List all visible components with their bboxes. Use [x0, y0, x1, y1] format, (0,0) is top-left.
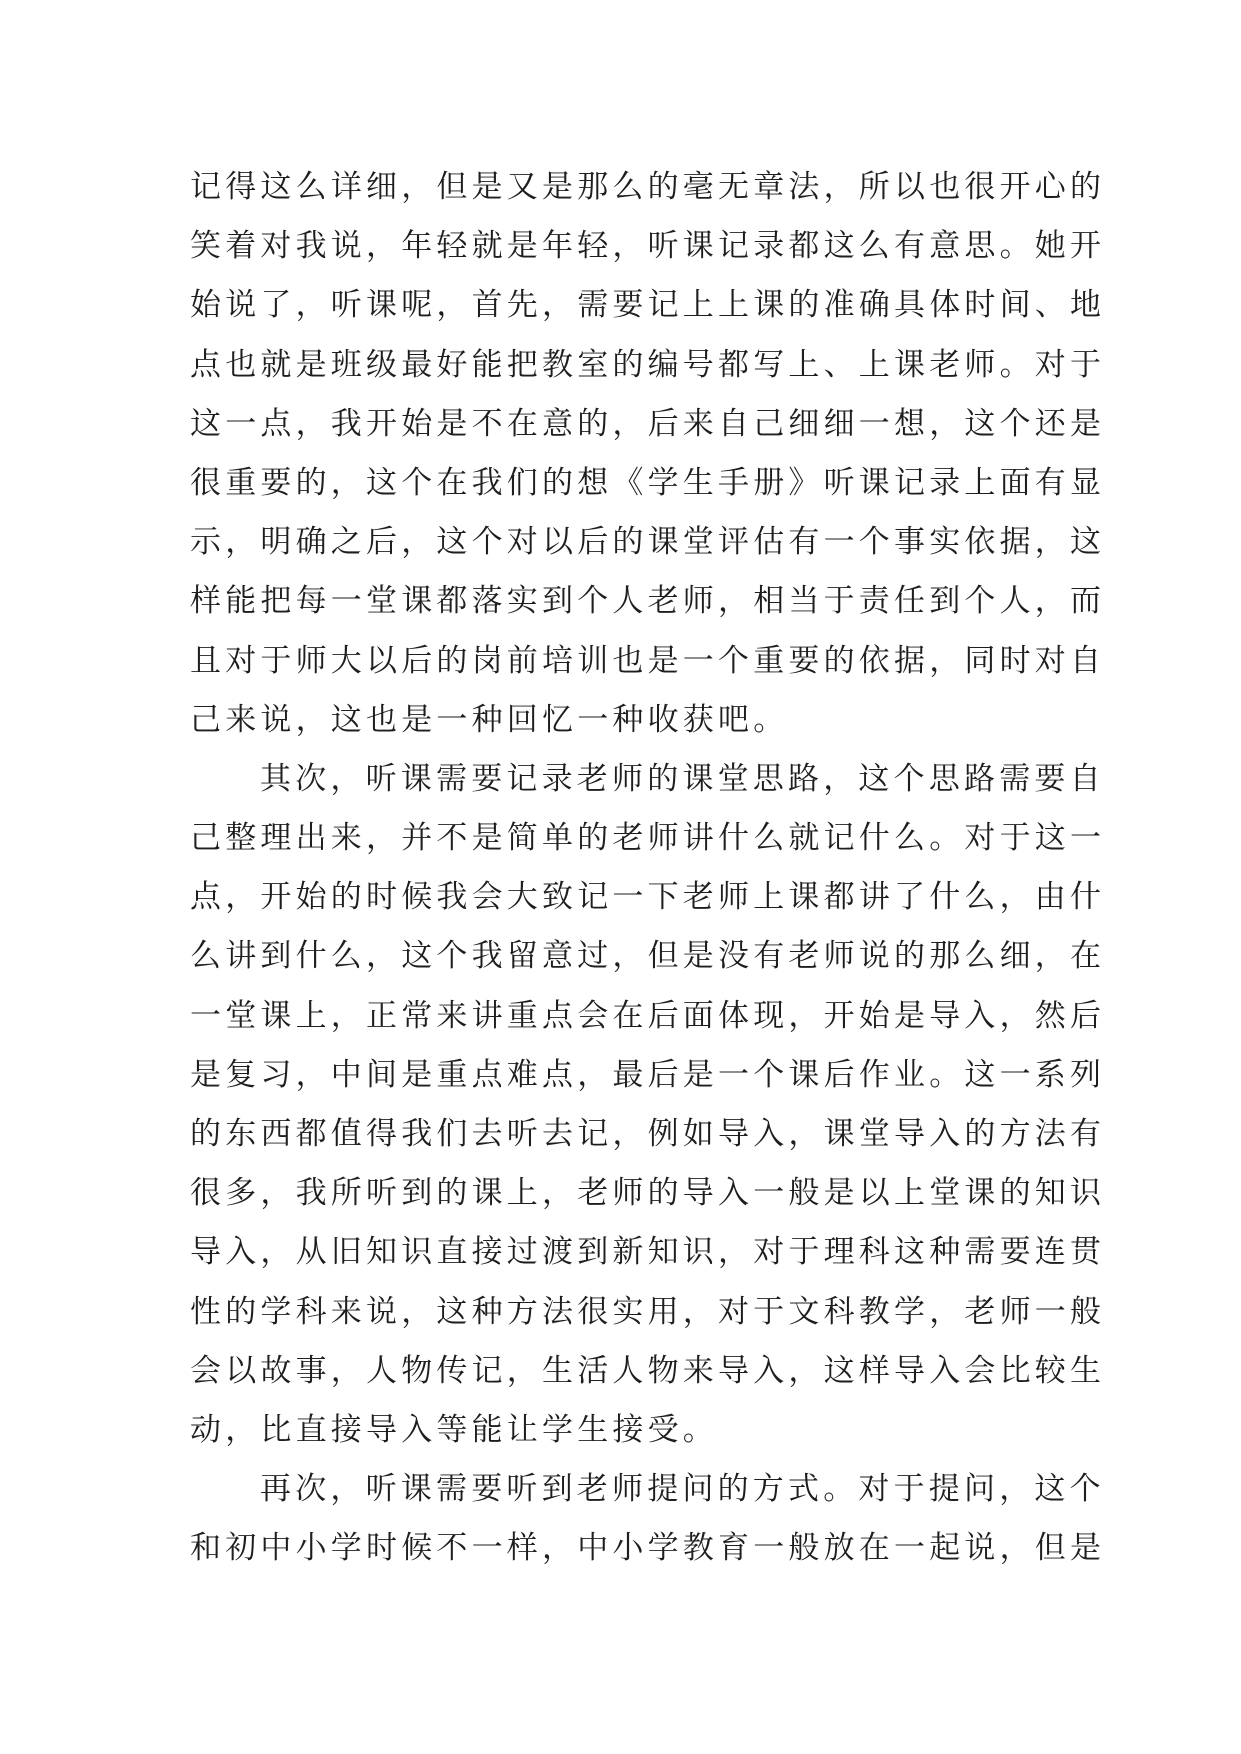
text-line: 其次，听课需要记录老师的课堂思路，这个思路需要自: [260, 760, 1105, 797]
text-line: 一堂课上，正常来讲重点会在后面体现，开始是导入，然后: [190, 997, 1106, 1034]
text-line: 动，比直接导入等能让学生接受。: [190, 1411, 718, 1448]
text-line: 性的学科来说，这种方法很实用，对于文科教学，老师一般: [190, 1293, 1106, 1330]
text-line: 点也就是班级最好能把教室的编号都写上、上课老师。对于: [190, 346, 1106, 383]
paragraph: [190, 1460, 1106, 1578]
text-line: 点，开始的时候我会大致记一下老师上课都讲了什么，由什: [190, 879, 1106, 916]
text-line: 始说了，听课呢，首先，需要记上上课的准确具体时间、地: [190, 287, 1106, 324]
text-line: 己整理出来，并不是简单的老师讲什么就记什么。对于这一: [190, 820, 1106, 857]
text-line: 是复习，中间是重点难点，最后是一个课后作业。这一系列: [190, 1056, 1106, 1093]
text-line: 样能把每一堂课都落实到个人老师，相当于责任到个人，而: [190, 583, 1106, 620]
text-line: 么讲到什么，这个我留意过，但是没有老师说的那么细，在: [190, 938, 1106, 975]
text-line: 且对于师大以后的岗前培训也是一个重要的依据，同时对自: [190, 642, 1106, 679]
paragraph: [190, 158, 1106, 750]
text-line: 己来说，这也是一种回忆一种收获吧。: [190, 701, 789, 738]
text-line: 记得这么详细，但是又是那么的毫无章法，所以也很开心的: [190, 169, 1106, 205]
text-line: 导入，从旧知识直接过渡到新知识，对于理科这种需要连贯: [190, 1234, 1106, 1271]
text-line: 笑着对我说，年轻就是年轻，听课记录都这么有意思。她开: [190, 228, 1106, 265]
text-line: 再次，听课需要听到老师提问的方式。对于提问，这个: [260, 1471, 1105, 1508]
text-line: 很多，我所听到的课上，老师的导入一般是以上堂课的知识: [190, 1175, 1106, 1212]
text-line: 会以故事，人物传记，生活人物来导入，这样导入会比较生: [190, 1352, 1106, 1389]
paragraph: [190, 750, 1106, 1460]
text-line: 很重要的，这个在我们的想《学生手册》听课记录上面有显: [190, 464, 1106, 501]
text-line: 示，明确之后，这个对以后的课堂评估有一个事实依据，这: [190, 524, 1106, 561]
text-line: 这一点，我开始是不在意的，后来自己细细一想，这个还是: [190, 405, 1106, 442]
document-body: [190, 158, 1106, 1579]
text-line: 的东西都值得我们去听去记，例如导入，课堂导入的方法有: [190, 1116, 1106, 1152]
text-line: 和初中小学时候不一样，中小学教育一般放在一起说，但是: [190, 1530, 1106, 1567]
